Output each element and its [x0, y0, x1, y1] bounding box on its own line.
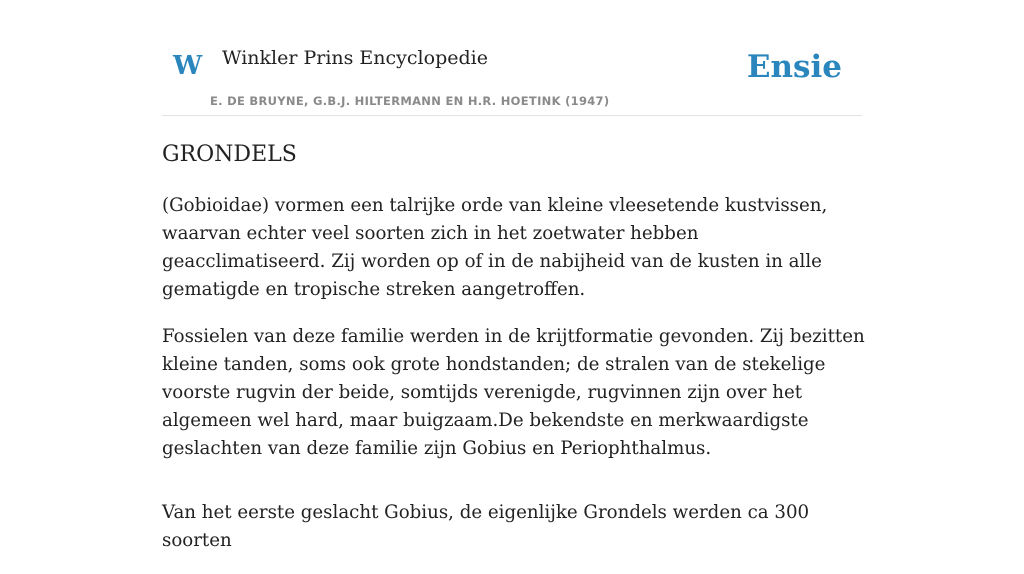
article-paragraph: (Gobioidae) vormen een talrijke orde van kleine vleesetende kustvissen, waarvan echter veel soorten zich in het zoetwater hebben geacclimatiseerd. Zij worden op of in de nabijheid van de kusten in alle gematigde en tropische streken aangetroffen. [162, 195, 828, 300]
article-body [162, 192, 867, 574]
brand-logo-link[interactable]: Ensie [746, 49, 842, 85]
source-title[interactable]: Winkler Prins Encyclopedie [222, 47, 488, 69]
article-paragraph: Van het eerste geslacht Gobius, de eigenlijke Grondels werden ca 300 soorten [162, 502, 810, 551]
source-logo[interactable]: W [173, 51, 203, 81]
article-paragraph: Fossielen van deze familie werden in de krijtformatie gevonden. Zij bezitten kleine tanden, soms ook grote hondstanden; de stralen van de stekelige voorste rugvin der beide, somtijds verenigde, rugvinnen zijn over het algemeen wel hard, maar buigzaam.De bekendste en merkwaardigste geslachten van deze familie zijn Gobius en Periophthalmus. [162, 326, 865, 459]
source-authors: E. DE BRUYNE, G.B.J. HILTERMANN EN H.R. HOETINK (1947) [210, 94, 610, 108]
source-header [162, 40, 862, 116]
article-title: GRONDELS [162, 142, 297, 167]
